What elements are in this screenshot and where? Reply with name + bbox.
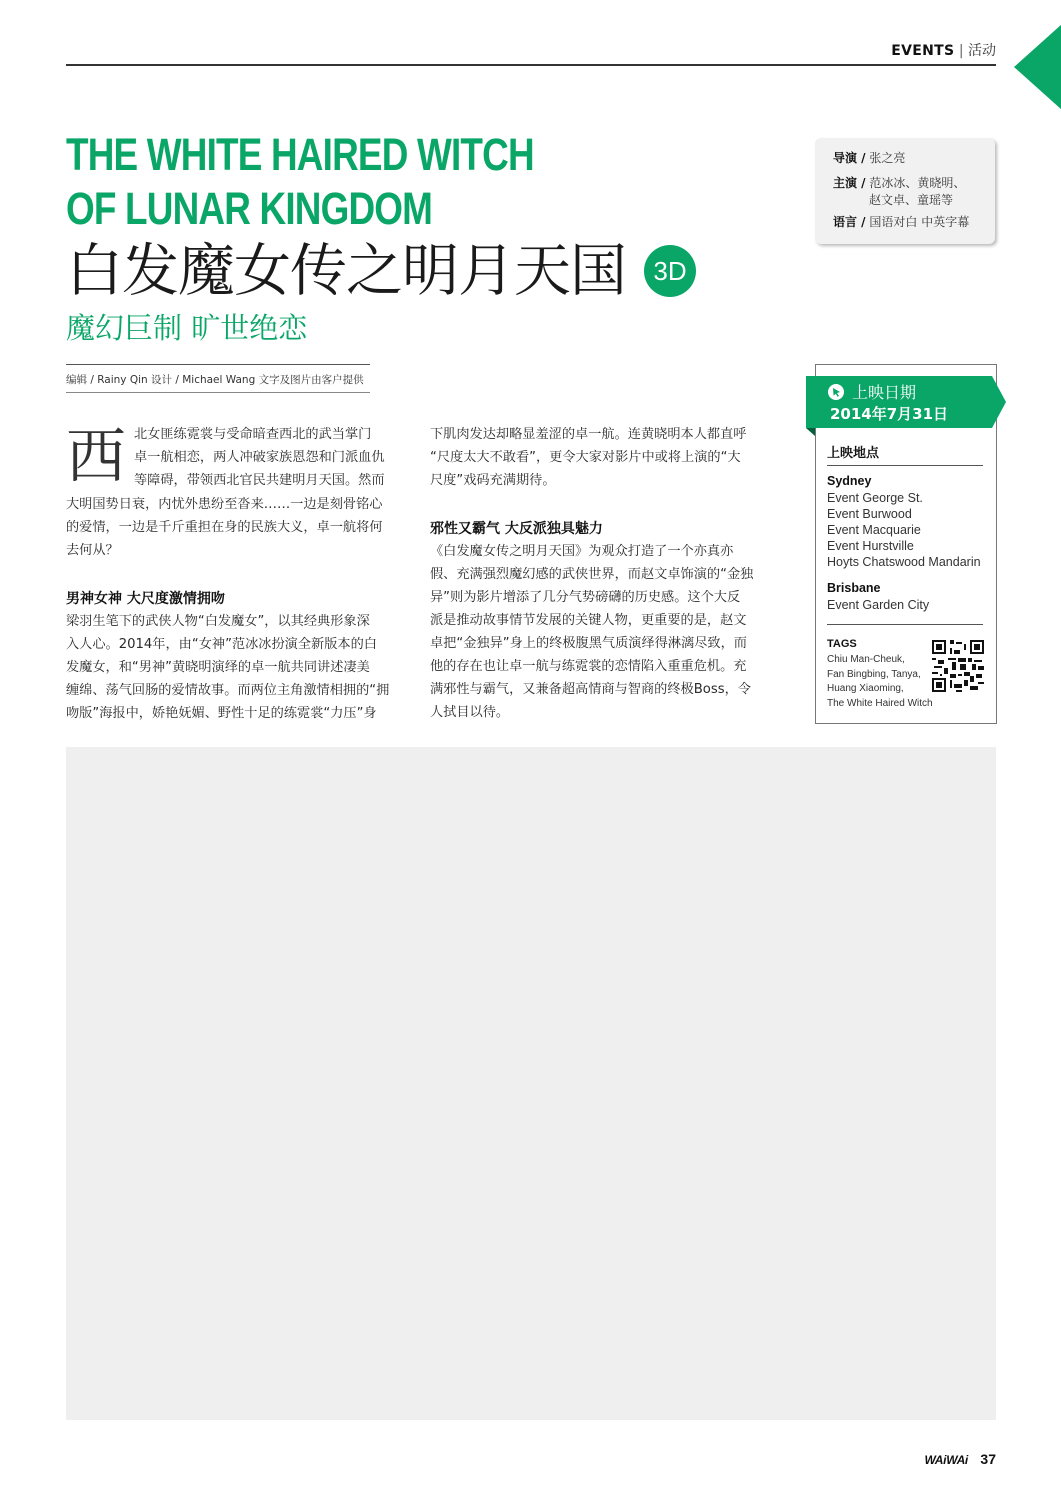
- paragraph-line: 缠绵、荡气回肠的爱情故事。而两位主角激情相拥的“拥: [66, 683, 390, 698]
- paragraph-line: 发魔女，和“男神”黄晓明演绎的卓一航共同讲述凄美: [66, 660, 370, 675]
- credits-cast-label: 主演 /: [833, 176, 866, 190]
- title-chinese-row: [66, 236, 696, 306]
- banner-arrow: [992, 376, 1006, 428]
- banner-fold: [806, 428, 815, 436]
- byline: 编辑 / Rainy Qin 设计 / Michael Wang 文字及图片由客户提供: [66, 374, 364, 386]
- paragraph-line: 下肌肉发达却略显羞涩的卓一航。连黄晓明本人都直呼: [430, 427, 747, 442]
- venue-label: 上映地点: [827, 445, 880, 460]
- tag-item: Fan Bingbing, Tanya,: [827, 668, 921, 680]
- paragraph-line: 大明国势日衰，内忧外患纷至沓来……一边是刻骨铭心: [66, 497, 383, 512]
- paragraph-line: 吻版”海报中，娇艳妩媚、野性十足的练霓裳“力压”身: [66, 706, 377, 721]
- credits-director-value: 张之亮: [869, 151, 906, 165]
- release-date-value: 2014年7月31日: [830, 405, 949, 423]
- credits-box: [815, 138, 995, 244]
- credits-cast-line2: 赵文卓、童瑶等: [869, 193, 954, 207]
- paragraph-line: 的爱情，一边是千斤重担在身的民族大义，卓一航将何: [66, 520, 383, 535]
- magazine-logo: WAiWAi: [924, 1453, 968, 1467]
- title-english-line2: OF LUNAR KINGDOM: [66, 183, 433, 234]
- brisbane-venue-list: [827, 597, 929, 613]
- footer: [900, 1451, 996, 1469]
- poster-image-placeholder: [66, 747, 996, 1420]
- venue-item: Event Hurstville: [827, 539, 914, 553]
- title-chinese: 白发魔女传之明月天国: [66, 238, 626, 304]
- paragraph-line: 等障碍，带领西北官民共建明月天国。然而: [134, 473, 385, 488]
- tag-item: Chiu Man-Cheuk,: [827, 654, 905, 665]
- subtitle: 魔幻巨制 旷世绝恋: [66, 311, 308, 345]
- page-number: 37: [980, 1451, 996, 1467]
- credits-language-label: 语言 /: [833, 215, 866, 229]
- venue-item: Event Garden City: [827, 598, 930, 612]
- paragraph-line: 异”则为影片增添了几分气势磅礴的历史感。这个大反: [430, 590, 741, 605]
- paragraph-line: 入人心。2014年，由“女神”范冰冰扮演全新版本的白: [66, 637, 377, 652]
- paragraph-line: 满邪性与霸气，又兼备超高情商与智商的终极Boss，令: [430, 682, 751, 697]
- venue-item: Event Burwood: [827, 507, 912, 521]
- title-english-line1: THE WHITE HAIRED WITCH: [66, 129, 534, 180]
- city-sydney: Sydney: [827, 474, 872, 488]
- section-label-en: EVENTS: [891, 43, 955, 59]
- paragraph-line: 梁羽生笔下的武侠人物“白发魔女”，以其经典形象深: [66, 614, 370, 629]
- section-label-cn: 活动: [968, 43, 996, 59]
- paragraph-line: 他的存在也让卓一航与练霓裳的恋情陷入重重危机。充: [430, 659, 747, 674]
- paragraph-line: 《白发魔女传之明月天国》为观众打造了一个亦真亦: [430, 544, 734, 559]
- section-heading-1: 男神女神 大尺度激情拥吻: [66, 591, 225, 607]
- paragraph-line: 人拭目以待。: [430, 705, 510, 720]
- paragraph-line: 卓一航相恋，两人冲破家族恩怨和门派血仇: [134, 450, 385, 465]
- paragraph-line: “尺度太大不敢看”，更令大家对影片中或将上演的“大: [430, 450, 741, 465]
- title-english: [66, 128, 558, 236]
- paragraph-line: 北女匪练霓裳与受命暗查西北的武当掌门: [134, 427, 372, 442]
- corner-tab: [1014, 24, 1061, 110]
- tag-item: The White Haired Witch: [827, 697, 933, 709]
- byline-rule-top: [66, 364, 370, 365]
- byline-rule-bottom: [66, 392, 370, 393]
- paragraph-line: 假、充满强烈魔幻感的武侠世界，而赵文卓饰演的“金独: [430, 567, 754, 582]
- tag-item: Huang Xiaoming,: [827, 683, 904, 694]
- header-rule: [66, 64, 996, 66]
- badge-3d: 3D: [644, 245, 696, 297]
- paragraph-line: 去何从？: [66, 543, 119, 558]
- venue-item: Event George St.: [827, 491, 923, 505]
- venue-item: Hoyts Chatswood Mandarin: [827, 555, 981, 569]
- venue-item: Event Macquarie: [827, 523, 921, 537]
- credits-director-label: 导演 /: [833, 151, 866, 165]
- tags-rule: [827, 624, 983, 625]
- paragraph-line: 派是推动故事情节发展的关键人物，更重要的是，赵文: [430, 613, 747, 628]
- credits-language-value: 国语对白 中英字幕: [869, 215, 970, 229]
- tags-label: TAGS: [827, 638, 857, 650]
- sydney-venue-list: [827, 490, 981, 570]
- venue-rule: [827, 465, 983, 466]
- section-label: EVENTS | 活动: [891, 43, 996, 59]
- drop-cap: 西: [66, 422, 126, 492]
- paragraph-line: 卓把“金独异”身上的终极腹黑气质演绎得淋漓尽致，而: [430, 636, 747, 651]
- credits-language: [833, 214, 969, 231]
- credits-cast-line1: 范冰冰、黄晓明、: [869, 176, 966, 190]
- cursor-icon: [828, 384, 844, 400]
- release-date-label: 上映日期: [852, 383, 917, 402]
- city-brisbane: Brisbane: [827, 581, 881, 595]
- credits-cast: [833, 175, 965, 192]
- credits-director: [833, 150, 905, 167]
- section-heading-2: 邪性又霸气 大反派独具魅力: [430, 521, 603, 537]
- tags-list: [827, 653, 933, 711]
- paragraph-line: 尺度”戏码充满期待。: [430, 473, 556, 488]
- qr-code-icon: [932, 640, 984, 692]
